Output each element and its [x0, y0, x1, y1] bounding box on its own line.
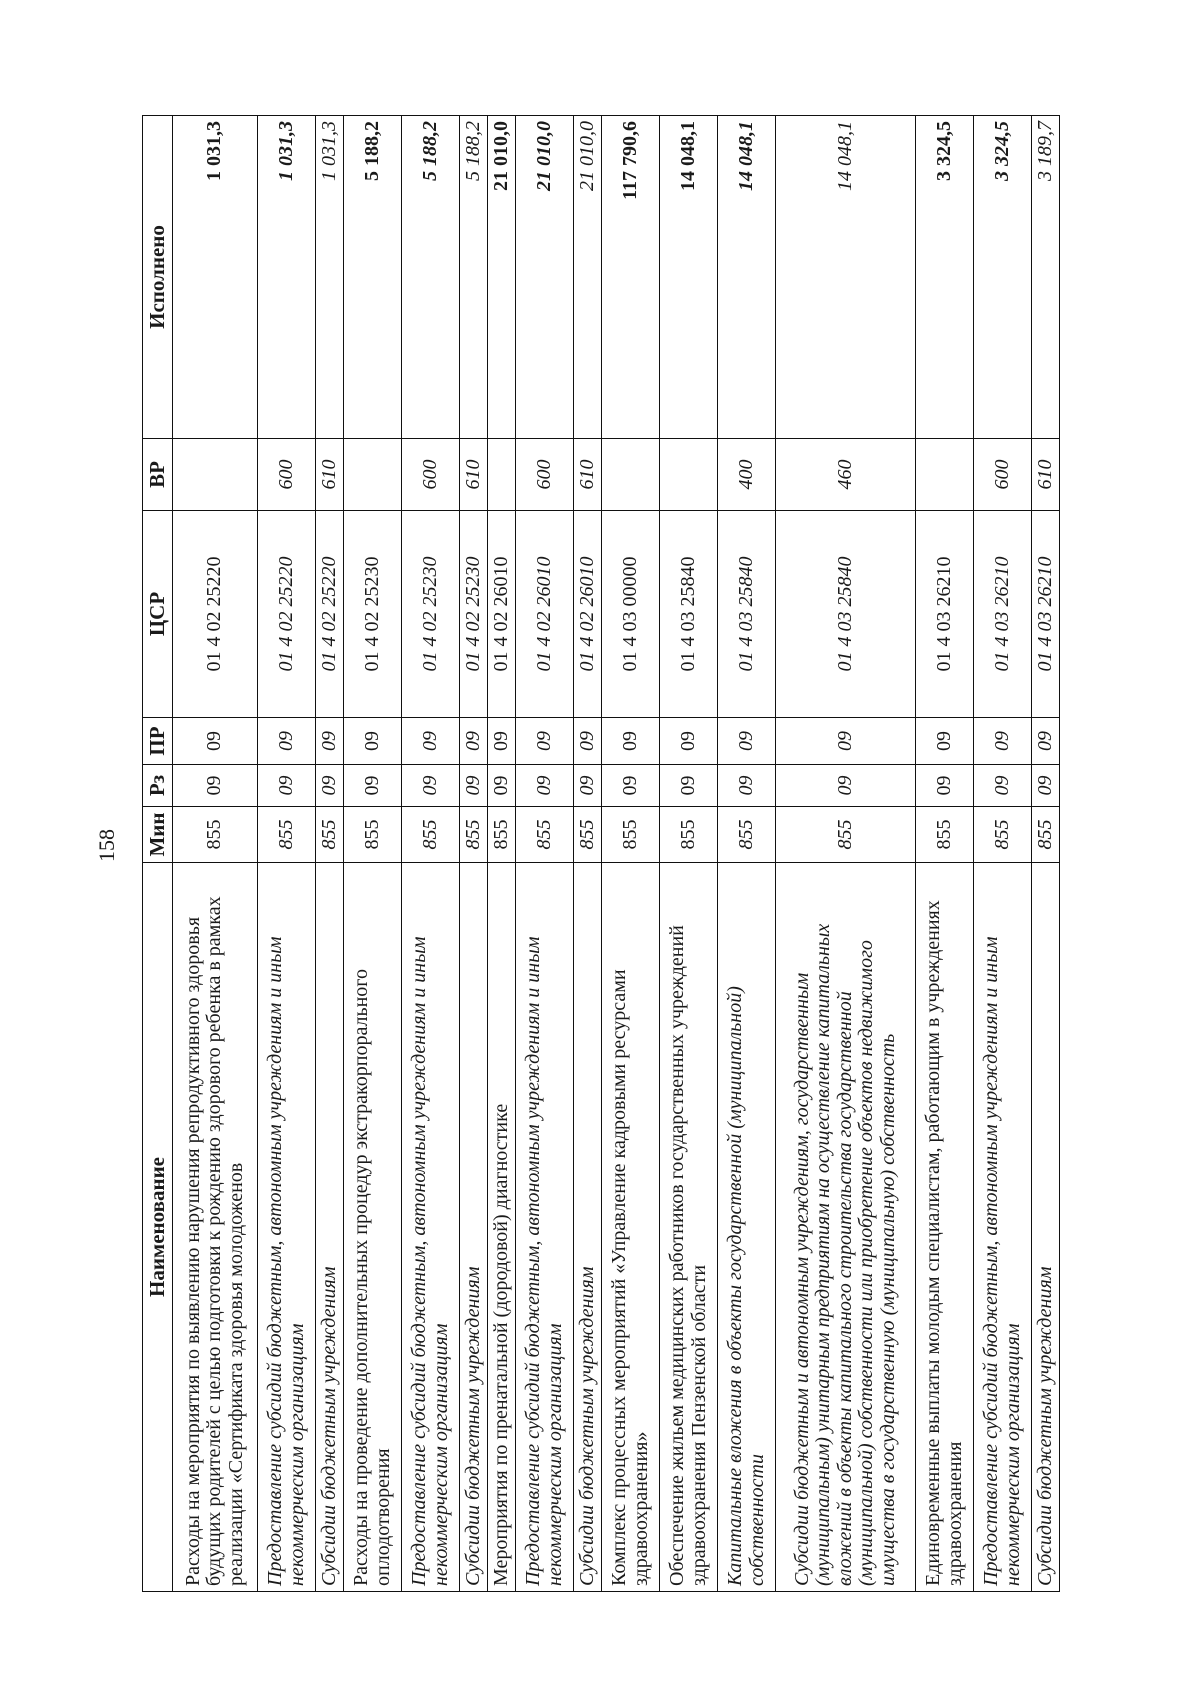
row-rz: 09 [460, 765, 488, 807]
row-name: Субсидии бюджетным и автономным учреждениям, государственным (муниципальным) унитарным предприятиям на осуществление капитальных вложений в объекты капитального строительства государственной (муниципальной) собственности или приобретение объектов недвижимого имущества в государственную (муниципальную) собственность [776, 863, 916, 1592]
row-vr: 610 [316, 439, 344, 511]
table-row [258, 116, 316, 1592]
row-rz: 09 [316, 765, 344, 807]
row-min: 855 [718, 807, 776, 863]
row-pr: 09 [344, 718, 402, 765]
row-rz: 09 [488, 765, 516, 807]
row-rz: 09 [173, 765, 258, 807]
row-csr: 01 4 02 25230 [460, 511, 488, 718]
row-name: Субсидии бюджетным учреждениям [1032, 863, 1060, 1592]
row-min: 855 [1032, 807, 1060, 863]
row-pr: 09 [402, 718, 460, 765]
row-rz: 09 [660, 765, 718, 807]
row-csr: 01 4 03 26210 [1032, 511, 1060, 718]
row-pr: 09 [258, 718, 316, 765]
row-done: 14 048,1 [660, 116, 718, 439]
row-name: Субсидии бюджетным учреждениям [316, 863, 344, 1592]
row-vr: 600 [974, 439, 1032, 511]
row-min: 855 [488, 807, 516, 863]
row-name: Расходы на мероприятия по выявлению нарушения репродуктивного здоровья будущих родителей с целью подготовки к рождению здорового ребенка в рамках реализации «Сертификата здоровья молодоженов [173, 863, 258, 1592]
row-csr: 01 4 02 26010 [574, 511, 602, 718]
table-row [344, 116, 402, 1592]
row-min: 855 [402, 807, 460, 863]
table-row [574, 116, 602, 1592]
row-done: 1 031,3 [173, 116, 258, 439]
row-vr: 610 [460, 439, 488, 511]
row-name: Мероприятия по пренатальной (дородовой) диагностике [488, 863, 516, 1592]
row-name: Субсидии бюджетным учреждениям [460, 863, 488, 1592]
row-min: 855 [316, 807, 344, 863]
header-rz: Рз [143, 765, 173, 807]
row-pr: 09 [602, 718, 660, 765]
row-pr: 09 [974, 718, 1032, 765]
row-vr: 400 [718, 439, 776, 511]
row-csr: 01 4 02 25230 [402, 511, 460, 718]
table-row [488, 116, 516, 1592]
row-vr: 460 [776, 439, 916, 511]
row-min: 855 [460, 807, 488, 863]
row-csr: 01 4 03 25840 [718, 511, 776, 718]
row-vr: 600 [402, 439, 460, 511]
row-pr: 09 [173, 718, 258, 765]
row-csr: 01 4 03 26210 [916, 511, 974, 718]
row-rz: 09 [344, 765, 402, 807]
row-pr: 09 [916, 718, 974, 765]
row-csr: 01 4 02 26010 [516, 511, 574, 718]
row-vr [660, 439, 718, 511]
row-csr: 01 4 02 26010 [488, 511, 516, 718]
row-name: Обеспечение жильем медицинских работников государственных учреждений здравоохранения Пензенской области [660, 863, 718, 1592]
table-row [402, 116, 460, 1592]
row-name: Комплекс процессных мероприятий «Управление кадровыми ресурсами здравоохранения» [602, 863, 660, 1592]
table-row [516, 116, 574, 1592]
table-row [776, 116, 916, 1592]
header-row [143, 116, 173, 1592]
row-vr: 600 [516, 439, 574, 511]
row-pr: 09 [516, 718, 574, 765]
table-row [173, 116, 258, 1592]
row-min: 855 [776, 807, 916, 863]
table-row [974, 116, 1032, 1592]
row-pr: 09 [460, 718, 488, 765]
row-rz: 09 [258, 765, 316, 807]
row-rz: 09 [1032, 765, 1060, 807]
row-done: 14 048,1 [776, 116, 916, 439]
row-name: Предоставление субсидий бюджетным, автономным учреждениям и иным некоммерческим организациям [516, 863, 574, 1592]
table-row [660, 116, 718, 1592]
row-pr: 09 [488, 718, 516, 765]
row-rz: 09 [602, 765, 660, 807]
row-done: 14 048,1 [718, 116, 776, 439]
row-name: Субсидии бюджетным учреждениям [574, 863, 602, 1592]
row-done: 5 188,2 [402, 116, 460, 439]
row-rz: 09 [776, 765, 916, 807]
row-csr: 01 4 03 25840 [776, 511, 916, 718]
row-pr: 09 [1032, 718, 1060, 765]
row-name: Предоставление субсидий бюджетным, автономным учреждениям и иным некоммерческим организациям [402, 863, 460, 1592]
row-min: 855 [173, 807, 258, 863]
row-csr: 01 4 03 26210 [974, 511, 1032, 718]
table-row [602, 116, 660, 1592]
row-name: Капитальные вложения в объекты государственной (муниципальной) собственности [718, 863, 776, 1592]
row-rz: 09 [574, 765, 602, 807]
rotated-table-wrapper [142, 116, 1060, 1592]
row-vr [344, 439, 402, 511]
row-csr: 01 4 02 25220 [173, 511, 258, 718]
header-csr: ЦСР [143, 511, 173, 718]
row-name: Расходы на проведение дополнительных процедур экстракорпорального оплодотворения [344, 863, 402, 1592]
row-min: 855 [344, 807, 402, 863]
row-csr: 01 4 02 25220 [258, 511, 316, 718]
row-pr: 09 [718, 718, 776, 765]
row-name: Предоставление субсидий бюджетным, автономным учреждениям и иным некоммерческим организациям [258, 863, 316, 1592]
row-min: 855 [974, 807, 1032, 863]
row-vr [173, 439, 258, 511]
row-min: 855 [660, 807, 718, 863]
row-done: 3 324,5 [916, 116, 974, 439]
row-done: 5 188,2 [460, 116, 488, 439]
row-vr: 610 [574, 439, 602, 511]
page-number: 158 [94, 829, 119, 862]
row-rz: 09 [402, 765, 460, 807]
row-name: Единовременные выплаты молодым специалистам, работающим в учреждениях здравоохранения [916, 863, 974, 1592]
header-pr: ПР [143, 718, 173, 765]
row-csr: 01 4 03 00000 [602, 511, 660, 718]
row-pr: 09 [574, 718, 602, 765]
row-done: 3 324,5 [974, 116, 1032, 439]
row-done: 117 790,6 [602, 116, 660, 439]
header-done: Исполнено [143, 116, 173, 439]
row-min: 855 [516, 807, 574, 863]
row-csr: 01 4 02 25230 [344, 511, 402, 718]
header-name: Наименование [143, 863, 173, 1592]
row-done: 5 188,2 [344, 116, 402, 439]
header-vr: ВР [143, 439, 173, 511]
row-min: 855 [916, 807, 974, 863]
row-csr: 01 4 03 25840 [660, 511, 718, 718]
row-done: 21 010,0 [574, 116, 602, 439]
row-done: 1 031,3 [316, 116, 344, 439]
row-name: Предоставление субсидий бюджетным, автономным учреждениям и иным некоммерческим организациям [974, 863, 1032, 1592]
row-done: 3 189,7 [1032, 116, 1060, 439]
row-min: 855 [602, 807, 660, 863]
row-pr: 09 [316, 718, 344, 765]
table-row [718, 116, 776, 1592]
budget-table [142, 115, 1060, 1592]
row-vr: 600 [258, 439, 316, 511]
row-csr: 01 4 02 25220 [316, 511, 344, 718]
row-pr: 09 [660, 718, 718, 765]
table-row [316, 116, 344, 1592]
row-done: 21 010,0 [488, 116, 516, 439]
row-vr: 610 [1032, 439, 1060, 511]
row-vr [916, 439, 974, 511]
row-vr [602, 439, 660, 511]
header-min: Мин [143, 807, 173, 863]
row-done: 1 031,3 [258, 116, 316, 439]
row-rz: 09 [718, 765, 776, 807]
table-row [916, 116, 974, 1592]
row-min: 855 [258, 807, 316, 863]
row-vr [488, 439, 516, 511]
table-row [460, 116, 488, 1592]
table-row [1032, 116, 1060, 1592]
row-min: 855 [574, 807, 602, 863]
row-rz: 09 [516, 765, 574, 807]
row-rz: 09 [916, 765, 974, 807]
row-rz: 09 [974, 765, 1032, 807]
row-done: 21 010,0 [516, 116, 574, 439]
row-pr: 09 [776, 718, 916, 765]
